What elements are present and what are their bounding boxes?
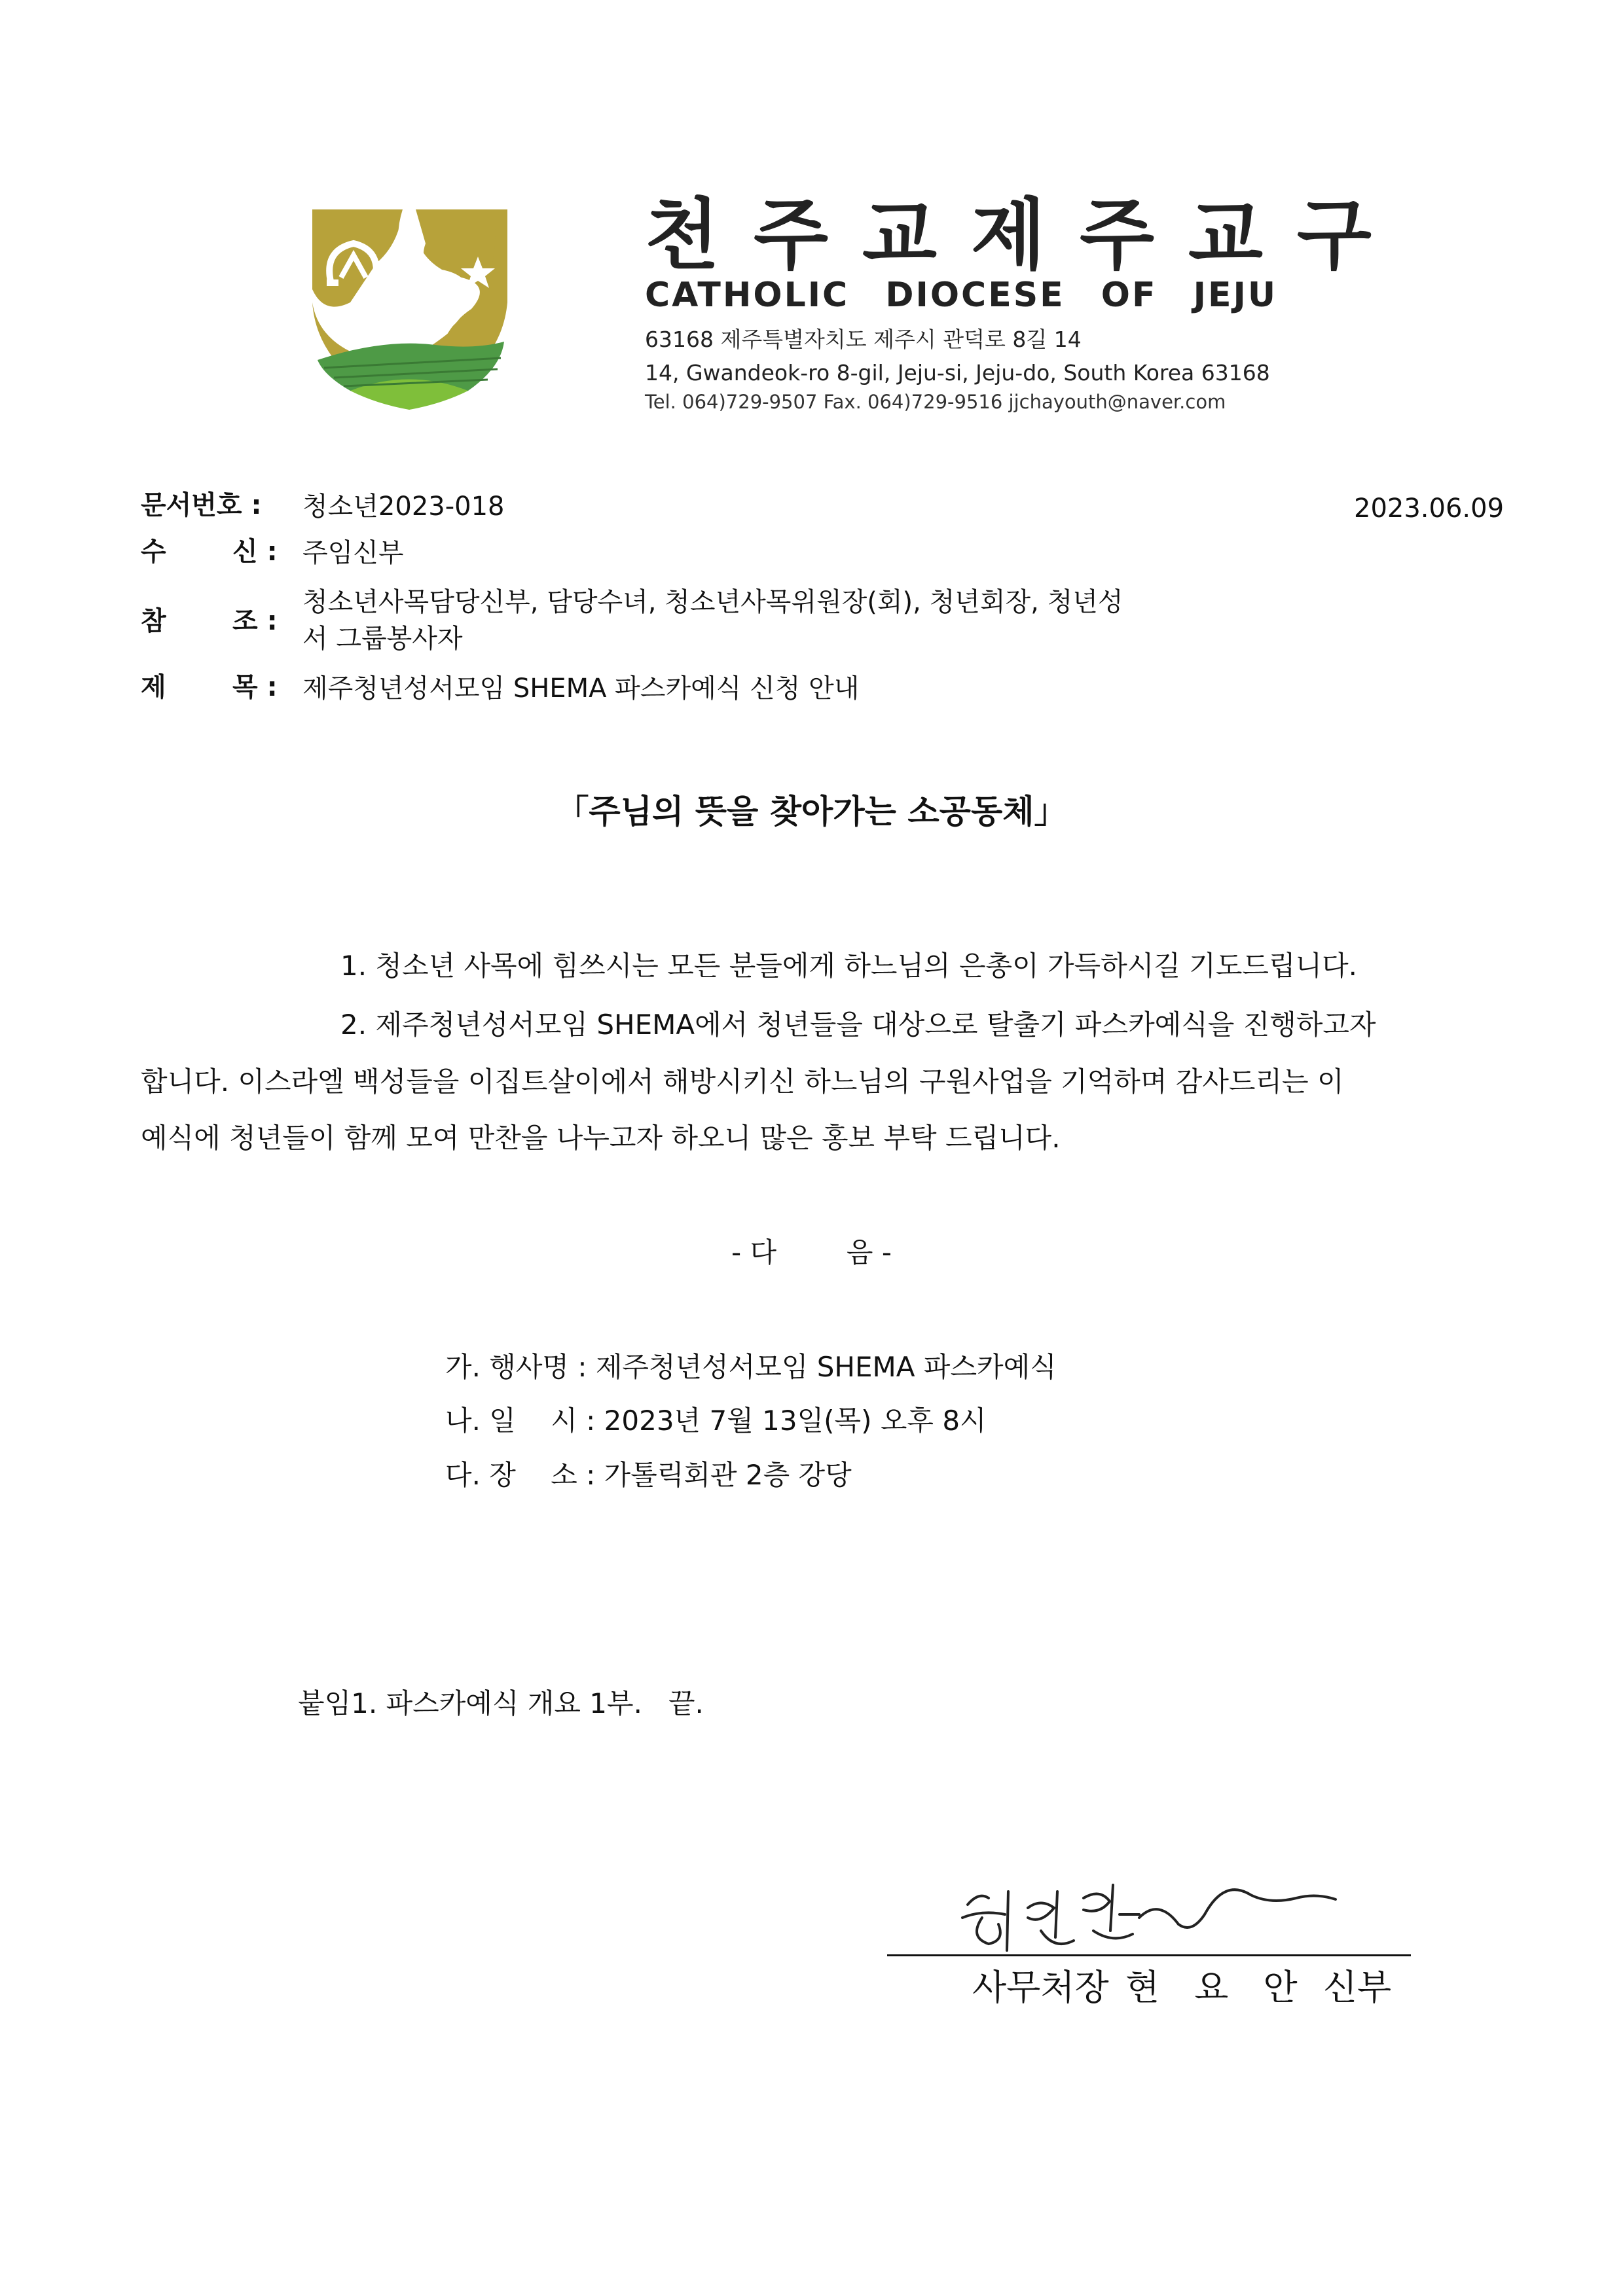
motto-heading: 「주님의 뜻을 찾아가는 소공동체」 [556,793,1067,831]
reference-label-first: 참 [141,606,166,636]
doc-number-label [141,492,262,518]
signer-personal-name: 현 요 안 [1125,1967,1307,2008]
detail-event-name: 가. 행사명 : 제주청년성서모임 SHEMA 파스카예식 [445,1351,1057,1383]
address-english: 14, Gwandeok-ro 8-gil, Jeju-si, Jeju-do, South Korea 63168 [645,360,1270,386]
detail-location: 다. 장 소 : 가톨릭회관 2층 강당 [445,1459,852,1491]
subject-label-second [232,674,278,700]
subject-value: 제주청년성서모임 SHEMA 파스카예식 신청 안내 [302,673,860,704]
colon: : [266,606,278,636]
reference-label-text: 조 [232,606,258,636]
recipient-label-first: 수 [141,537,166,567]
address-korean: 63168 제주특별자치도 제주시 관덕로 8길 14 [645,327,1082,352]
recipient-value: 주임신부 [302,538,404,568]
signer-honorific: 신부 [1322,1967,1392,2008]
notice-heading: - 다 음 - [731,1236,892,1268]
subject-label-text: 목 [232,672,258,702]
recipient-label-text: 신 [232,537,258,567]
recipient-label-second [232,539,278,565]
document-date: 2023.06.09 [1354,493,1504,524]
colon: : [251,490,262,520]
reference-value-line-1: 청소년사목담당신부, 담당수녀, 청소년사목위원장(회), 청년회장, 청년성 [302,587,1123,617]
organization-title-english: CATHOLIC DIOCESE OF JEJU [645,276,1278,315]
body-paragraph-2-line-1: 2. 제주청년성서모임 SHEMA에서 청년들을 대상으로 탈출기 파스카예식을 진행하고자 [340,1009,1376,1041]
attachment-note: 붙임1. 파스카예식 개요 1부. 끝. [298,1687,704,1719]
body-paragraph-1: 1. 청소년 사목에 힘쓰시는 모든 분들에게 하느님의 은총이 가득하시길 기도드립니다. [340,950,1358,982]
colon: : [266,537,278,567]
colon: : [266,672,278,702]
doc-number-label-text: 문서번호 [141,490,242,520]
detail-date-time: 나. 일 시 : 2023년 7월 13일(목) 오후 8시 [445,1405,987,1437]
signature-line [887,1954,1411,1956]
contact-info: Tel. 064)729-9507 Fax. 064)729-9516 jjchayouth@naver.com [645,391,1226,413]
doc-number-value: 청소년2023-018 [302,492,505,522]
organization-title: 천주교제주교구 [645,190,1406,280]
reference-label-second [232,608,278,634]
diocese-shield-icon [304,204,514,412]
subject-label-first: 제 [141,672,166,702]
signer-title: 사무처장 [972,1967,1109,2008]
body-paragraph-2-line-2: 합니다. 이스라엘 백성들을 이집트살이에서 해방시키신 하느님의 구원사업을 기억하며 감사드리는 이 [141,1066,1344,1098]
body-paragraph-2-line-3: 예식에 청년들이 함께 모여 만찬을 나누고자 하오니 많은 홍보 부탁 드립니다. [141,1122,1061,1154]
signer-name [972,1967,1392,2008]
reference-value-line-2: 서 그룹봉사자 [302,624,463,654]
handwritten-signature [943,1852,1349,1964]
